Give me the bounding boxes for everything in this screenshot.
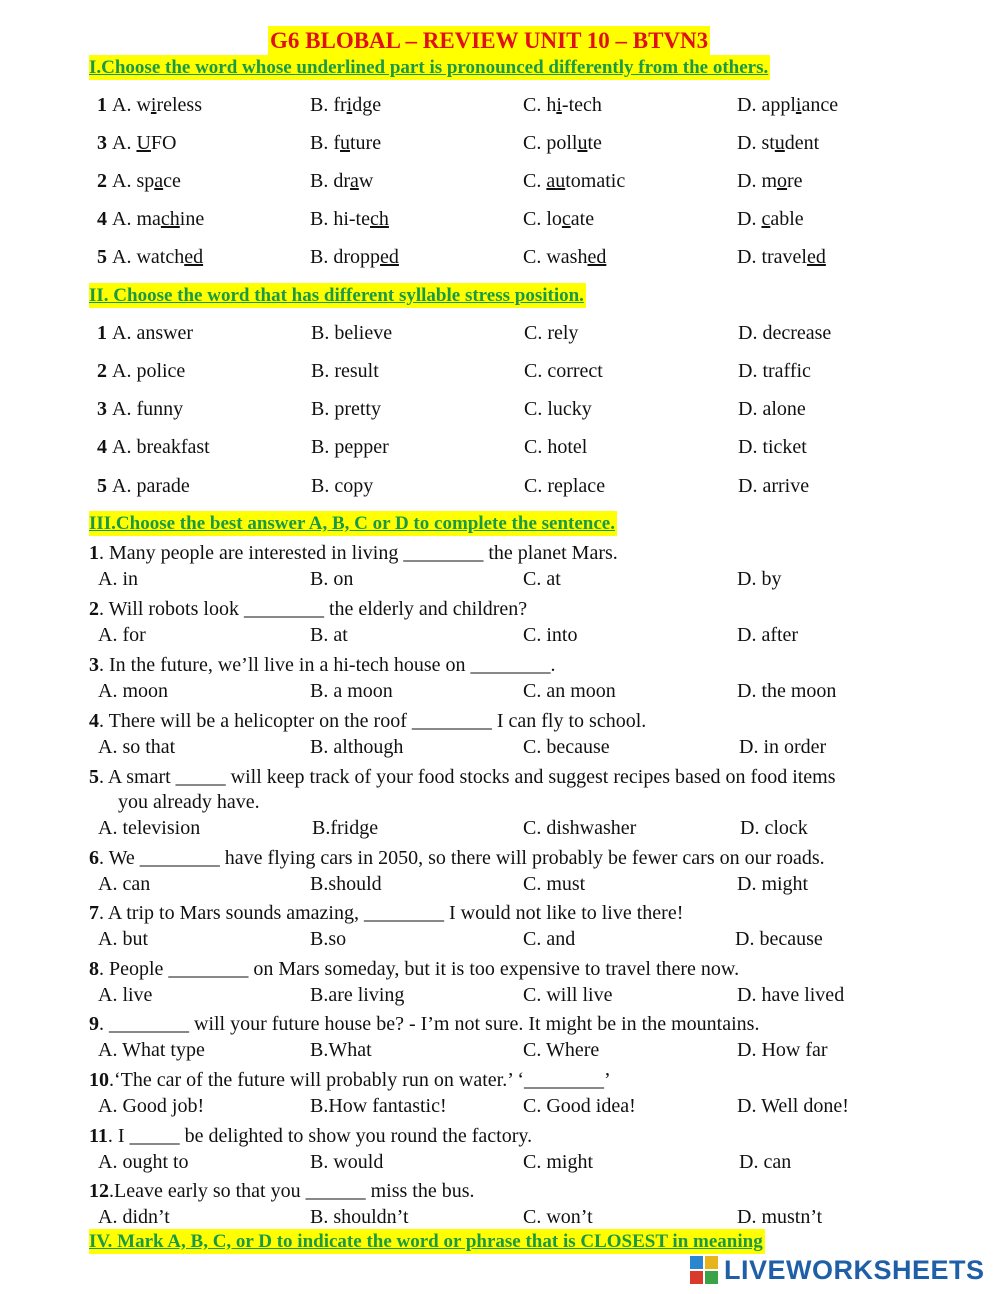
answer-option-d[interactable]: D. in order [739, 736, 827, 758]
option-text: B. hi-te [310, 208, 370, 230]
question-number-text: 5 [89, 766, 99, 788]
answer-option-c[interactable]: C. Good idea! [523, 1095, 636, 1117]
question-text: . There will be a helicopter on the roof ________ I can fly to school. [99, 710, 647, 732]
underlined-letters: u [340, 132, 350, 154]
question-number-text: 9 [89, 1013, 99, 1035]
question-number-text: 2 [97, 170, 107, 192]
answer-options-row [0, 622, 1000, 648]
pronunciation-question-row [0, 130, 1000, 156]
option-text: D. m [737, 170, 777, 192]
underlined-letters: ch [370, 208, 389, 230]
stress-question-row [0, 473, 1000, 499]
underlined-letters: o [777, 170, 787, 192]
question-stem [89, 845, 825, 871]
answer-option-c[interactable] [523, 244, 606, 270]
answer-option-b[interactable]: B. at [310, 624, 348, 646]
answer-option-c[interactable]: C. dishwasher [523, 817, 637, 839]
answer-option-b[interactable]: B.should [310, 873, 382, 895]
answer-option-c[interactable]: C. because [523, 736, 610, 758]
answer-option-d[interactable]: D. because [735, 928, 823, 950]
answer-option-b[interactable] [310, 168, 373, 194]
question-number [97, 206, 107, 232]
question-number-text: 10 [89, 1069, 109, 1091]
underlined-letters: au [546, 170, 566, 192]
option-text: D. [737, 208, 762, 230]
answer-option-d[interactable]: D. traffic [738, 360, 811, 382]
answer-option-a[interactable] [112, 244, 203, 270]
answer-option-d[interactable] [737, 130, 819, 156]
answer-option-b[interactable]: B. believe [311, 322, 393, 344]
section-2-heading: II. Choose the word that has different syllable stress position. [89, 285, 584, 306]
answer-option-c[interactable] [523, 92, 602, 118]
answer-option-d[interactable]: D. clock [740, 817, 808, 839]
question-number-text: 4 [97, 436, 107, 458]
answer-option-a[interactable] [112, 130, 176, 156]
answer-option-a[interactable]: A. moon [98, 680, 168, 702]
section-3-heading: III.Choose the best answer A, B, C or D to complete the sentence. [89, 513, 615, 534]
option-text: B. fr [310, 94, 347, 116]
option-text: ture [350, 132, 382, 154]
option-text: D. travel [737, 246, 807, 268]
answer-option-d[interactable]: D. decrease [738, 322, 832, 344]
pronunciation-question-row [0, 244, 1000, 270]
question-number [97, 320, 107, 346]
option-text: A. sp [112, 170, 155, 192]
option-text: C. h [523, 94, 557, 116]
question-stem [89, 540, 618, 566]
underlined-letters: i [346, 94, 353, 116]
option-text: B. dr [310, 170, 350, 192]
question-number-text: 2 [97, 360, 107, 382]
answer-option-a[interactable]: A. answer [112, 322, 194, 344]
answer-option-a[interactable]: A. police [112, 360, 186, 382]
answer-options-row [0, 734, 1000, 760]
answer-option-b[interactable]: B. would [310, 1151, 384, 1173]
stress-question-row [0, 358, 1000, 384]
question-number [97, 434, 107, 460]
underlined-letters: ed [380, 246, 399, 268]
underlined-letters: ed [806, 246, 826, 268]
question-number-text: 1 [89, 542, 99, 564]
answer-option-c[interactable] [523, 168, 625, 194]
pronunciation-question-row [0, 168, 1000, 194]
answer-option-b[interactable] [310, 92, 381, 118]
option-text: C. wash [523, 246, 588, 268]
stress-question-row [0, 320, 1000, 346]
question-number-text: 4 [89, 710, 99, 732]
underlined-letters: ed [587, 246, 607, 268]
option-text: A. watch [112, 246, 185, 268]
question-number-text: 11 [89, 1125, 108, 1147]
option-text: D. appl [737, 94, 796, 116]
answer-option-b[interactable]: B. on [310, 568, 354, 590]
answer-option-b[interactable]: B. pretty [311, 398, 381, 420]
answer-options-row [0, 678, 1000, 704]
option-text: C. lo [523, 208, 562, 230]
answer-option-a[interactable]: A. Good job! [98, 1095, 205, 1117]
answer-option-b[interactable]: B.What [310, 1039, 372, 1061]
underlined-letters: u [577, 132, 588, 154]
answer-options-row [0, 1204, 1000, 1230]
answer-option-b[interactable]: B. although [310, 736, 404, 758]
answer-option-c[interactable] [523, 206, 594, 232]
answer-option-c[interactable] [523, 130, 602, 156]
question-number-text: 3 [97, 132, 107, 154]
answer-option-a[interactable] [112, 206, 204, 232]
option-text: ce [163, 170, 181, 192]
answer-options-row [0, 1037, 1000, 1063]
answer-option-d[interactable]: D. alone [738, 398, 806, 420]
answer-option-d[interactable]: D. mustn’t [737, 1206, 823, 1228]
answer-options-row [0, 982, 1000, 1008]
answer-options-row [0, 815, 1000, 841]
underlined-letters: u [774, 132, 785, 154]
underlined-letters: c [561, 208, 571, 230]
option-text: tomatic [565, 170, 626, 192]
answer-option-c[interactable]: C. correct [524, 360, 603, 382]
option-text: B. f [310, 132, 340, 154]
option-text: te [587, 132, 602, 154]
option-text: FO [150, 132, 177, 154]
question-stem [89, 956, 739, 982]
question-number-text: 8 [89, 958, 99, 980]
answer-option-a[interactable]: A. funny [112, 398, 184, 420]
answer-option-d[interactable]: D. Well done! [737, 1095, 849, 1117]
option-text: dge [352, 94, 382, 116]
answer-options-row [0, 1149, 1000, 1175]
question-stem [89, 1178, 475, 1204]
section-4-heading: IV. Mark A, B, C, or D to indicate the word or phrase that is CLOSEST in meaning [89, 1231, 763, 1252]
option-text: A. ma [112, 208, 161, 230]
answer-option-b[interactable]: B.How fantastic! [310, 1095, 447, 1117]
liveworksheets-logo [690, 1254, 985, 1286]
underlined-letters: i [556, 94, 562, 116]
answer-option-d[interactable]: D. How far [737, 1039, 828, 1061]
answer-options-row [0, 566, 1000, 592]
answer-option-c[interactable]: C. hotel [524, 436, 588, 458]
option-text: w [358, 170, 374, 192]
answer-option-d[interactable]: D. arrive [738, 475, 810, 497]
worksheet-title: G6 BLOBAL – REVIEW UNIT 10 – BTVN3 [268, 26, 710, 56]
stress-question-row [0, 396, 1000, 422]
answer-option-b[interactable] [310, 130, 381, 156]
question-stem [89, 1123, 532, 1149]
question-number-text: 3 [97, 398, 107, 420]
answer-option-b[interactable]: B.fridge [312, 817, 379, 839]
answer-option-b[interactable]: B.are living [310, 984, 405, 1006]
answer-option-c[interactable]: C. won’t [523, 1206, 593, 1228]
answer-option-c[interactable]: C. must [523, 873, 586, 895]
option-text: C. poll [523, 132, 578, 154]
option-text: able [770, 208, 804, 230]
section-1-heading: I.Choose the word whose underlined part is pronounced differently from the others. [89, 57, 769, 78]
question-number [97, 244, 107, 270]
question-number [97, 473, 107, 499]
option-text: ate [570, 208, 595, 230]
question-number [97, 396, 107, 422]
answer-option-c[interactable]: C. might [523, 1151, 594, 1173]
question-text: . Will robots look ________ the elderly and children? [99, 598, 528, 620]
answer-option-d[interactable] [737, 168, 803, 194]
question-number [97, 130, 107, 156]
answer-option-d[interactable]: D. by [737, 568, 782, 590]
question-text: . People ________ on Mars someday, but it is too expensive to travel there now. [99, 958, 740, 980]
answer-option-d[interactable]: D. have lived [737, 984, 845, 1006]
option-text: reless [156, 94, 202, 116]
answer-options-row [0, 926, 1000, 952]
answer-option-b[interactable] [310, 244, 399, 270]
answer-option-b[interactable]: B. copy [311, 475, 374, 497]
answer-option-a[interactable]: A. but [98, 928, 148, 950]
answer-option-a[interactable]: A. so that [98, 736, 176, 758]
answer-option-c[interactable]: C. rely [524, 322, 579, 344]
question-text: . Many people are interested in living ________ the planet Mars. [99, 542, 618, 564]
question-stem [89, 596, 527, 622]
option-text: D. st [737, 132, 775, 154]
option-text: dent [784, 132, 820, 154]
answer-option-a[interactable]: A. can [98, 873, 151, 895]
question-number-text: 5 [97, 475, 107, 497]
question-stem [89, 900, 683, 926]
underlined-letters: a [154, 170, 164, 192]
option-text: re [787, 170, 803, 192]
question-text: . We ________ have flying cars in 2050, so there will probably be fewer cars on our roads. [99, 847, 825, 869]
answer-option-a[interactable]: A. didn’t [98, 1206, 170, 1228]
answer-option-a[interactable]: A. breakfast [112, 436, 210, 458]
question-number-text: 3 [89, 654, 99, 676]
answer-option-b[interactable]: B. pepper [311, 436, 389, 458]
answer-option-a[interactable]: A. for [98, 624, 146, 646]
answer-option-c[interactable]: C. Where [523, 1039, 600, 1061]
answer-option-a[interactable]: A. ought to [98, 1151, 189, 1173]
answer-option-c[interactable]: C. into [523, 624, 578, 646]
underlined-letters: i [150, 94, 157, 116]
question-stem [89, 708, 646, 734]
question-text: . In the future, we’ll live in a hi-tech house on ________. [99, 654, 556, 676]
question-stem [89, 1067, 611, 1093]
answer-option-b[interactable]: B. shouldn’t [310, 1206, 409, 1228]
option-text: B. dropp [310, 246, 380, 268]
answer-option-d[interactable] [737, 244, 826, 270]
pronunciation-question-row [0, 206, 1000, 232]
option-text: ine [179, 208, 205, 230]
liveworksheets-logo-text: LIVEWORKSHEETS [724, 1254, 985, 1285]
question-stem [89, 652, 556, 678]
answer-option-d[interactable] [737, 92, 838, 118]
question-number-text: 6 [89, 847, 99, 869]
answer-option-d[interactable]: D. after [737, 624, 799, 646]
answer-option-d[interactable]: D. ticket [738, 436, 807, 458]
question-stem-continued: you already have. [118, 791, 260, 813]
answer-option-a[interactable]: A. parade [112, 475, 190, 497]
answer-option-a[interactable] [112, 168, 181, 194]
question-stem [89, 764, 836, 790]
question-number [97, 92, 107, 118]
answer-option-c[interactable]: C. and [523, 928, 576, 950]
option-text: A. [112, 132, 137, 154]
option-text: ance [801, 94, 839, 116]
option-text: C. [523, 170, 547, 192]
answer-options-row [0, 871, 1000, 897]
answer-options-row [0, 1093, 1000, 1119]
option-text: -tech [561, 94, 602, 116]
answer-option-b[interactable]: B. a moon [310, 680, 393, 702]
question-text: . A smart _____ will keep track of your food stocks and suggest recipes based on food items [99, 766, 836, 788]
answer-option-c[interactable]: C. lucky [524, 398, 592, 420]
answer-option-c[interactable]: C. at [523, 568, 561, 590]
question-text: .Leave early so that you ______ miss the bus. [109, 1180, 475, 1202]
underlined-letters: i [795, 94, 802, 116]
answer-option-a[interactable]: A. television [98, 817, 201, 839]
question-number-text: 1 [97, 322, 107, 344]
underlined-letters: U [136, 132, 151, 154]
question-text: .‘The car of the future will probably run on water.’ ‘________’ [109, 1069, 611, 1091]
liveworksheets-logo-icon [690, 1256, 720, 1284]
answer-option-d[interactable]: D. can [739, 1151, 792, 1173]
question-text: . ________ will your future house be? - I’m not sure. It might be in the mountains. [99, 1013, 760, 1035]
answer-option-b[interactable]: B. result [311, 360, 379, 382]
question-number-text: 5 [97, 246, 107, 268]
underlined-letters: c [761, 208, 771, 230]
answer-option-b[interactable]: B.so [310, 928, 347, 950]
underlined-letters: ch [160, 208, 180, 230]
question-number [97, 358, 107, 384]
answer-option-a[interactable]: A. What type [98, 1039, 205, 1061]
pronunciation-question-row [0, 92, 1000, 118]
question-stem [89, 1011, 759, 1037]
question-number-text: 1 [97, 94, 107, 116]
answer-option-a[interactable] [112, 92, 202, 118]
answer-option-b[interactable] [310, 206, 389, 232]
question-number-text: 2 [89, 598, 99, 620]
answer-option-c[interactable]: C. replace [524, 475, 606, 497]
answer-option-d[interactable] [737, 206, 804, 232]
underlined-letters: a [350, 170, 359, 192]
answer-option-a[interactable]: A. live [98, 984, 153, 1006]
answer-option-d[interactable]: D. might [737, 873, 809, 895]
answer-option-c[interactable]: C. an moon [523, 680, 616, 702]
underlined-letters: ed [184, 246, 204, 268]
stress-question-row [0, 434, 1000, 460]
question-text: . A trip to Mars sounds amazing, ________ I would not like to live there! [99, 902, 684, 924]
question-number-text: 7 [89, 902, 99, 924]
answer-option-a[interactable]: A. in [98, 568, 138, 590]
question-text: . I _____ be delighted to show you round the factory. [107, 1125, 533, 1147]
question-number-text: 12 [89, 1180, 109, 1202]
answer-option-c[interactable]: C. will live [523, 984, 613, 1006]
option-text: A. w [112, 94, 151, 116]
question-number-text: 4 [97, 208, 107, 230]
question-number [97, 168, 107, 194]
answer-option-d[interactable]: D. the moon [737, 680, 837, 702]
